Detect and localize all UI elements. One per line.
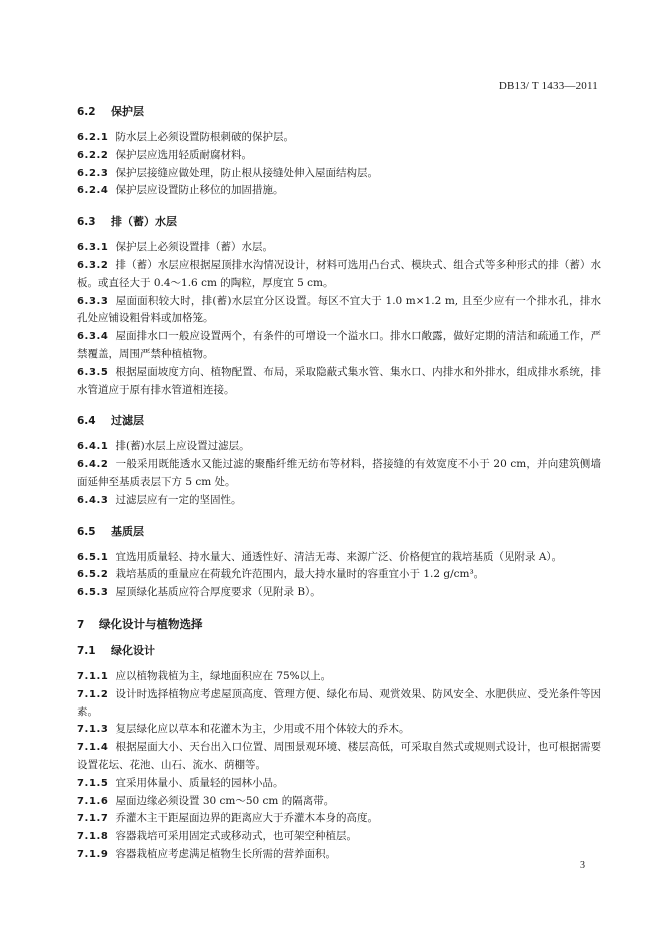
clause-text: 排(蓄)水层上应设置过滤层。 xyxy=(115,440,250,453)
clause-6-3-2 xyxy=(77,257,601,293)
clause-text: 宜采用体量小、质量轻的园林小品。 xyxy=(115,776,284,789)
standard-code: DB13/ T 1433—2011 xyxy=(498,80,598,92)
chapter-heading-7 xyxy=(77,616,601,633)
clause-number: 6.2.2 xyxy=(77,149,109,161)
clause-number: 6.2.1 xyxy=(77,132,109,143)
clause-number: 7.1.6 xyxy=(77,795,109,807)
clause-number: 6.4.3 xyxy=(77,494,109,506)
clause-text: 排（蓄）水层应根据屋顶排水沟情况设计，材料可选用凸台式、模块式、组合式等多种形式的排（蓄）水板。或直径大于 0.4～1.6 cm 的陶粒，厚度宜 5 cm。 xyxy=(77,258,601,289)
clause-text: 根据屋面坡度方向、植物配置、布局，采取隐蔽式集水管、集水口、内排水和外排水，组成排水系统，排水管道应于原有排水管道相连接。 xyxy=(77,365,601,396)
clause-number: 7.1.5 xyxy=(77,777,109,789)
chapter-number: 7 xyxy=(77,618,85,631)
clause-text: 保护层应选用轻质耐腐材料。 xyxy=(115,148,252,161)
clause-6-3-3 xyxy=(77,293,601,329)
clause-text: 容器栽培可采用固定式或移动式，也可架空种植层。 xyxy=(115,830,357,843)
clause-text: 屋面面积较大时，排(蓄)水层宜分区设置。每区不宜大于 1.0 m×1.2 m, 且至少应有一个排水孔，排水孔处应铺设粗骨料或加格笼。 xyxy=(77,294,601,325)
section-number: 6.5 xyxy=(77,525,96,538)
section-title: 排（蓄）水层 xyxy=(111,215,177,229)
clause-number: 6.5.2 xyxy=(77,569,109,581)
clause-text: 保护层应设置防止移位的加固措施。 xyxy=(115,184,284,197)
clause-7-1-3 xyxy=(77,721,601,739)
clause-6-3-1 xyxy=(77,239,601,257)
clause-text: 屋顶绿化基质应符合厚度要求（见附录 B）。 xyxy=(115,586,321,599)
section-title: 过滤层 xyxy=(111,414,144,428)
clause-6-4-2 xyxy=(77,456,601,492)
clause-text: 设计时选择植物应考虑屋顶高度、管理方便、绿化布局、观赏效果、防风安全、水肥供应、受光条件等因素。 xyxy=(77,687,601,718)
clause-7-1-8 xyxy=(77,828,601,846)
section-heading-6-4 xyxy=(77,413,601,429)
clause-number: 6.4.2 xyxy=(77,459,109,471)
clause-number: 6.3.2 xyxy=(77,259,109,271)
clause-number: 7.1.7 xyxy=(77,813,109,825)
clause-text: 栽培基质的重量应在荷载允许范围内，最大持水量时的容重宜小于 1.2 g/cm³。 xyxy=(115,568,485,581)
section-number: 6.2 xyxy=(77,106,96,118)
clause-number: 6.5.1 xyxy=(77,551,109,563)
clause-text: 防水层上必须设置防根刺破的保护层。 xyxy=(115,131,294,143)
clause-text: 根据屋面大小、天台出入口位置、周围景观环境、楼层高低，可采取自然式或规则式设计，也可根据需要设置花坛、花池、山石、流水、荫棚等。 xyxy=(77,741,601,771)
clause-number: 6.3.4 xyxy=(77,331,109,343)
clause-text: 复层绿化应以草本和花灌木为主，少用或不用个体较大的乔木。 xyxy=(115,723,410,736)
section-number: 6.3 xyxy=(77,216,96,229)
clause-6-3-5 xyxy=(77,364,601,400)
clause-number: 7.1.9 xyxy=(77,848,109,860)
section-number: 7.1 xyxy=(77,644,96,657)
clause-7-1-1 xyxy=(77,668,601,686)
clause-number: 6.2.3 xyxy=(77,167,109,179)
clause-number: 7.1.3 xyxy=(77,724,109,736)
clause-text: 应以植物栽植为主，绿地面积应在 75%以上。 xyxy=(115,669,332,682)
clause-6-2-3 xyxy=(77,165,601,183)
clause-text: 保护层上必须设置排（蓄）水层。 xyxy=(115,241,273,254)
clause-text: 屋面排水口一般应设置两个，有条件的可增设一个溢水口。排水口敞露，做好定期的清洁和疏通工作，严禁覆盖，周围严禁种植植物。 xyxy=(77,330,601,360)
clause-text: 宜选用质量轻、持水量大、通透性好、清洁无毒、来源广泛、价格便宜的栽培基质（见附录 A）。 xyxy=(115,550,563,563)
clause-7-1-2 xyxy=(77,686,601,722)
section-heading-7-1 xyxy=(77,643,601,659)
page-number: 3 xyxy=(580,860,585,871)
section-number: 6.4 xyxy=(77,415,96,428)
clause-6-4-3 xyxy=(77,492,601,510)
clause-number: 6.5.3 xyxy=(77,587,109,599)
clause-6-5-1 xyxy=(77,549,601,567)
clause-text: 屋面边缘必须设置 30 cm～50 cm 的隔离带。 xyxy=(115,794,335,807)
clause-7-1-7 xyxy=(77,810,601,828)
section-title: 绿化设计 xyxy=(111,643,155,657)
section-heading-6-3 xyxy=(77,214,601,230)
clause-7-1-5 xyxy=(77,775,601,793)
clause-number: 6.2.4 xyxy=(77,185,109,197)
clause-number: 6.3.3 xyxy=(77,295,109,307)
clause-6-2-2 xyxy=(77,147,601,165)
clause-7-1-9 xyxy=(77,846,601,864)
document-body xyxy=(77,104,601,864)
clause-7-1-6 xyxy=(77,793,601,811)
clause-6-3-4 xyxy=(77,328,601,364)
section-title: 保护层 xyxy=(111,105,144,118)
clause-6-4-1 xyxy=(77,438,601,456)
clause-number: 7.1.1 xyxy=(77,670,109,682)
clause-text: 一般采用既能透水又能过滤的聚酯纤维无纺布等材料，搭接缝的有效宽度不小于 20 cm，并向建筑侧墙面延伸至基质表层下方 5 cm 处。 xyxy=(77,458,601,488)
clause-6-2-4 xyxy=(77,182,601,200)
clause-number: 6.4.1 xyxy=(77,441,109,453)
clause-text: 容器栽植应考虑满足植物生长所需的营养面积。 xyxy=(115,847,336,860)
section-title: 基质层 xyxy=(111,524,144,538)
chapter-title: 绿化设计与植物选择 xyxy=(99,616,203,631)
clause-7-1-4 xyxy=(77,739,601,775)
clause-text: 乔灌木主干距屋面边界的距离应大于乔灌木本身的高度。 xyxy=(115,812,378,825)
clause-number: 6.3.1 xyxy=(77,242,109,254)
clause-6-2-1 xyxy=(77,129,601,147)
section-heading-6-5 xyxy=(77,524,601,540)
clause-number: 7.1.4 xyxy=(77,742,109,754)
clause-6-5-3 xyxy=(77,584,601,602)
clause-number: 6.3.5 xyxy=(77,366,109,378)
clause-number: 7.1.2 xyxy=(77,688,109,700)
clause-6-5-2 xyxy=(77,566,601,584)
clause-text: 保护层接缝应做处理，防止根从接缝处伸入屋面结构层。 xyxy=(115,166,378,179)
clause-text: 过滤层应有一定的坚固性。 xyxy=(115,493,242,506)
section-heading-6-2 xyxy=(77,104,601,120)
clause-number: 7.1.8 xyxy=(77,831,109,843)
